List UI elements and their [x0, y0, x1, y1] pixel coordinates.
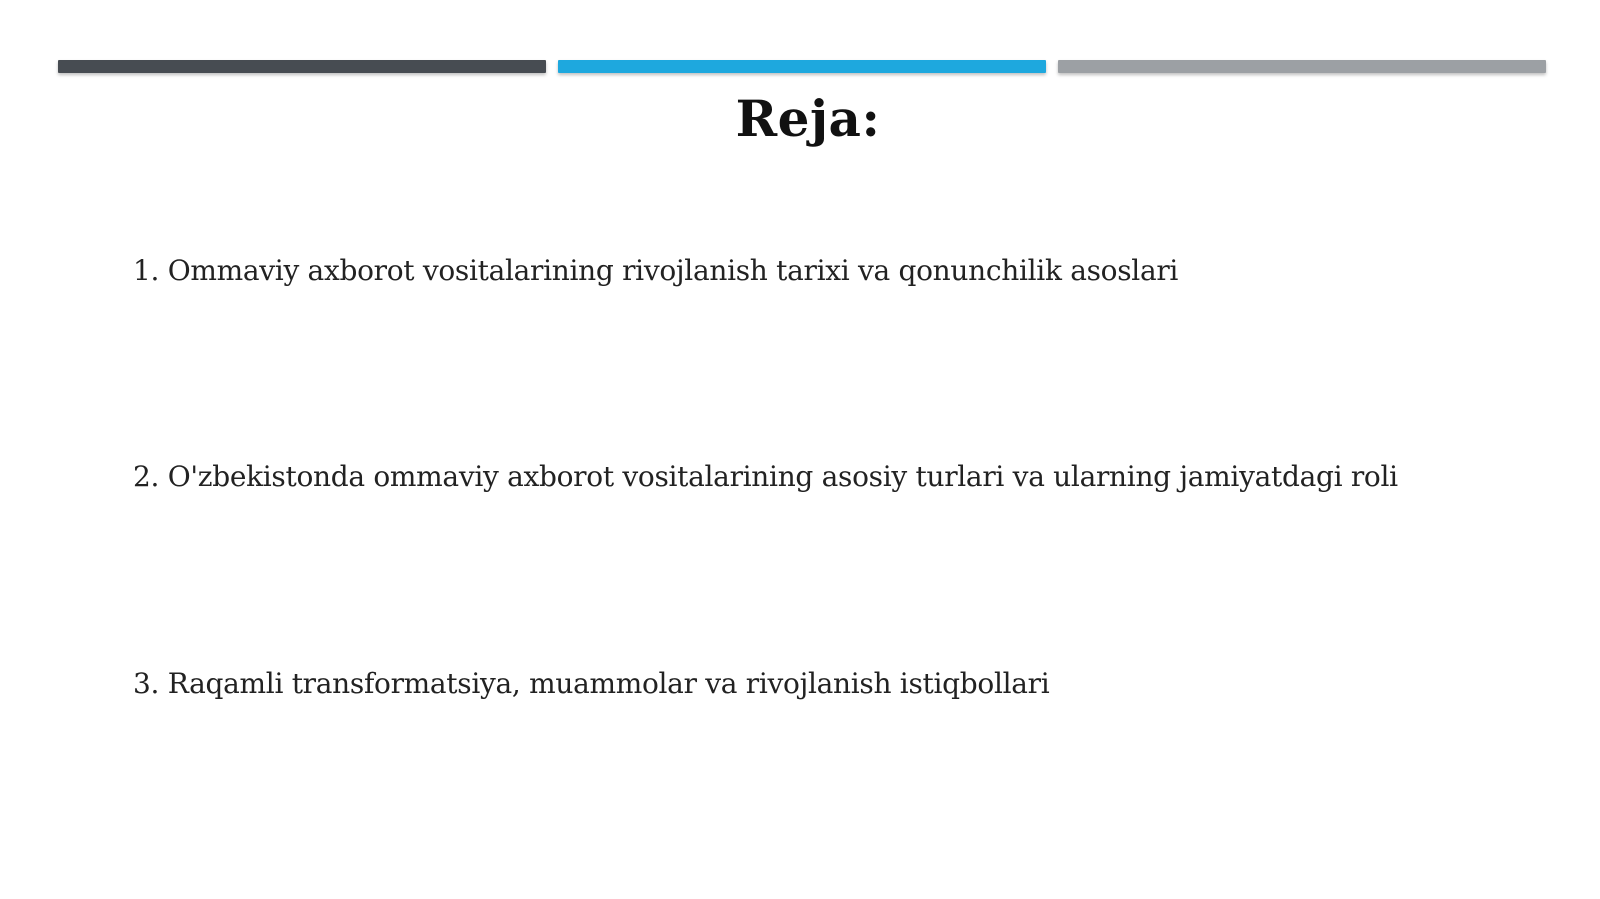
plan-item-3: 3. Raqamli transformatsiya, muammolar va rivojlanish istiqbollari — [133, 667, 1050, 700]
plan-item-2: 2. O'zbekistonda ommaviy axborot vositalarining asosiy turlari va ularning jamiyatdagi roli — [133, 460, 1398, 493]
slide-title: Reja: — [735, 89, 881, 148]
decor-bar-gray — [1058, 60, 1546, 73]
decor-bar-blue — [558, 60, 1046, 73]
decor-bar-dark — [58, 60, 546, 73]
plan-item-1: 1. Ommaviy axborot vositalarining rivojlanish tarixi va qonunchilik asoslari — [133, 254, 1179, 287]
